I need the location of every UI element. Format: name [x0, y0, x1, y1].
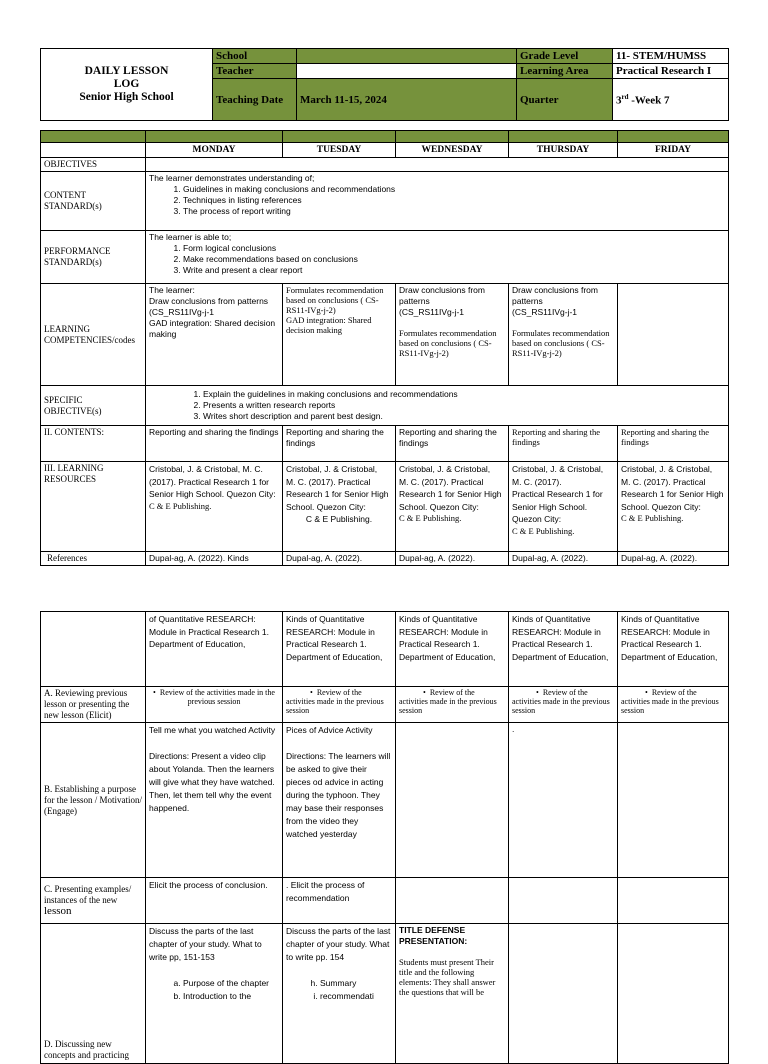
title-line1: DAILY LESSON	[84, 65, 169, 77]
contents-tuesday: Reporting and sharing the findings	[283, 426, 396, 462]
teacher-value	[297, 64, 517, 79]
references-cont-wednesday: Kinds of Quantitative RESEARCH: Module in Practical Research 1. Department of Education,	[396, 612, 509, 687]
presenting-examples-label: C. Presenting examples/ instances of the new lesson	[41, 878, 146, 924]
resources-thursday: Cristobal, J. & Cristobal, M. C. (2017). Practical Research 1 for Senior High School. Quezon City: C & E Publishing.	[509, 462, 618, 552]
review-tuesday: • Review of the activities made in the previous session	[283, 687, 396, 723]
engage-thursday: .	[509, 723, 618, 878]
references-cont-friday: Kinds of Quantitative RESEARCH: Module in Practical Research 1. Department of Education,	[618, 612, 729, 687]
daily-lesson-log-title	[41, 49, 213, 121]
area-label: Learning Area	[517, 64, 613, 79]
references-friday: Dupal-ag, A. (2022).	[618, 552, 729, 566]
competency-monday: The learner: Draw conclusions from patterns (CS_RS11IVg-j-1 GAD integration: Shared decision making	[146, 284, 283, 386]
list-item: 3. Write and present a clear report	[183, 265, 725, 276]
bullet-icon: •	[645, 688, 648, 697]
references-monday: Dupal-ag, A. (2022). Kinds	[146, 552, 283, 566]
bullet-icon: •	[423, 688, 426, 697]
references-cont-thursday: Kinds of Quantitative RESEARCH: Module in Practical Research 1. Department of Education,	[509, 612, 618, 687]
header-table	[40, 48, 729, 121]
days-header-row	[41, 143, 729, 158]
engage-friday	[618, 723, 729, 878]
references-tuesday: Dupal-ag, A. (2022).	[283, 552, 396, 566]
contents-friday: Reporting and sharing the findings	[618, 426, 729, 462]
grade-value: 11- STEM/HUMSS	[613, 49, 729, 64]
engage-tuesday: Pices of Advice Activity Directions: The learners will be asked to give their pieces od advice in acting during the typhoon. They may base their responses from the video they watched yesterday	[283, 723, 396, 878]
school-label: School	[213, 49, 297, 64]
performance-standard-intro: The learner is able to;	[149, 232, 232, 242]
references-cont-monday: of Quantitative RESEARCH: Module in Practical Research 1. Department of Education,	[146, 612, 283, 687]
discussing-friday	[618, 924, 729, 1064]
list-item: 1. Explain the guidelines in making conclusions and recommendations	[203, 389, 725, 400]
review-wednesday: • Review of the activities made in the previous session	[396, 687, 509, 723]
resources-wednesday: Cristobal, J. & Cristobal, M. C. (2017). Practical Research 1 for Senior High School. Quezon City: C & E Publishing.	[396, 462, 509, 552]
lesson-table-continued	[40, 611, 729, 1064]
list-item: i. recommendati	[320, 990, 392, 1003]
list-item: 2. Techniques in listing references	[183, 195, 725, 206]
day-friday: FRIDAY	[618, 143, 729, 158]
teacher-label: Teacher	[213, 64, 297, 79]
title-line3: Senior High School	[79, 91, 174, 103]
review-monday: • Review of the activities made in the previous session	[146, 687, 283, 723]
list-item: 1. Guidelines in making conclusions and recommendations	[183, 184, 725, 195]
discussing-concepts-label: D. Discussing new concepts and practicing	[41, 924, 146, 1064]
list-item: 2. Make recommendations based on conclusions	[183, 254, 725, 265]
list-item: b. Introduction to the	[183, 990, 279, 1003]
day-monday: MONDAY	[146, 143, 283, 158]
examples-tuesday: . Elicit the process of recommendation	[283, 878, 396, 924]
discussing-wednesday: TITLE DEFENSE PRESENTATION: Students must present Their title and the following elements: They shall answer the questions that will be	[396, 924, 509, 1064]
teaching-date-value: March 11-15, 2024	[297, 79, 517, 121]
bullet-icon: •	[536, 688, 539, 697]
title-line2: LOG	[113, 78, 140, 90]
contents-wednesday: Reporting and sharing the findings	[396, 426, 509, 462]
day-tuesday: TUESDAY	[283, 143, 396, 158]
performance-standard-cell	[146, 231, 729, 284]
day-thursday: THURSDAY	[509, 143, 618, 158]
list-item: 3. The process of report writing	[183, 206, 725, 217]
resources-tuesday: Cristobal, J. & Cristobal, M. C. (2017). Practical Research 1 for Senior High School. Quezon City: C & E Publishing.	[283, 462, 396, 552]
competency-friday	[618, 284, 729, 386]
learning-competencies-label: LEARNING COMPETENCIES/codes	[41, 284, 146, 386]
lesson-table	[40, 130, 729, 566]
list-item: 3. Writes short description and parent best design.	[203, 411, 725, 422]
green-band	[41, 131, 729, 143]
list-item: 1. Form logical conclusions	[183, 243, 725, 254]
contents-thursday: Reporting and sharing the findings	[509, 426, 618, 462]
bullet-icon: •	[153, 688, 156, 697]
references-wednesday: Dupal-ag, A. (2022).	[396, 552, 509, 566]
discussing-tuesday: Discuss the parts of the last chapter of your study. What to write pp. 154 h. Summary i. recommendati	[283, 924, 396, 1064]
area-value: Practical Research I	[613, 64, 729, 79]
content-standard-list	[149, 184, 725, 217]
grade-label: Grade Level	[517, 49, 613, 64]
establishing-purpose-label: B. Establishing a purpose for the lesson / Motivation/ (Engage)	[41, 723, 146, 878]
competency-wednesday: Draw conclusions from patterns (CS_RS11IVg-j-1 Formulates recommendation based on conclusions ( CS-RS11-IVg-j-2)	[396, 284, 509, 386]
reviewing-lesson-label: A. Reviewing previous lesson or presenting the new lesson (Elicit)	[41, 687, 146, 723]
bullet-icon: •	[310, 688, 313, 697]
content-standard-label: CONTENT STANDARD(s)	[41, 172, 146, 231]
competency-thursday: Draw conclusions from patterns (CS_RS11IVg-j-1 Formulates recommendation based on conclusions ( CS-RS11-IVg-j-2)	[509, 284, 618, 386]
examples-monday: Elicit the process of conclusion.	[146, 878, 283, 924]
examples-friday	[618, 878, 729, 924]
review-thursday: • Review of the activities made in the previous session	[509, 687, 618, 723]
contents-monday: Reporting and sharing the findings	[146, 426, 283, 462]
list-item: h. Summary	[320, 977, 392, 990]
resources-friday: Cristobal, J. & Cristobal, M. C. (2017). Practical Research 1 for Senior High School. Quezon City: C & E Publishing.	[618, 462, 729, 552]
quarter-value: 3rd -Week 7	[613, 79, 729, 121]
contents-label: II. CONTENTS:	[41, 426, 146, 462]
discussing-monday-list	[149, 977, 279, 1003]
discussing-monday: Discuss the parts of the last chapter of your study. What to write pp, 151-153 a. Purpose of the chapter b. Introduction to the	[146, 924, 283, 1064]
list-item: 2. Presents a written research reports	[203, 400, 725, 411]
specific-objective-cell	[146, 386, 729, 426]
discussing-thursday	[509, 924, 618, 1064]
examples-thursday	[509, 878, 618, 924]
review-friday: • Review of the activities made in the previous session	[618, 687, 729, 723]
list-item: a. Purpose of the chapter	[183, 977, 279, 990]
quarter-label: Quarter	[517, 79, 613, 121]
specific-objective-list	[149, 389, 725, 422]
engage-monday: Tell me what you watched Activity Directions: Present a video clip about Yolanda. Then the learners will give what they have watched. Then, let them tell why the event happened.	[146, 723, 283, 878]
day-wednesday: WEDNESDAY	[396, 143, 509, 158]
references-thursday: Dupal-ag, A. (2022).	[509, 552, 618, 566]
performance-standard-label: PERFORMANCE STANDARD(s)	[41, 231, 146, 284]
objectives-label: OBJECTIVES	[41, 158, 146, 172]
discussing-tuesday-list	[286, 977, 392, 1003]
resources-monday: Cristobal, J. & Cristobal, M. C. (2017). Practical Research 1 for Senior High School. Quezon City: C & E Publishing.	[146, 462, 283, 552]
performance-standard-list	[149, 243, 725, 276]
teaching-date-label: Teaching Date	[213, 79, 297, 121]
learning-resources-label: III. LEARNING RESOURCES	[41, 462, 146, 552]
content-standard-cell	[146, 172, 729, 231]
engage-wednesday	[396, 723, 509, 878]
competency-tuesday: Formulates recommendation based on conclusions ( CS-RS11-IVg-j-2) GAD integration: Shared decision making	[283, 284, 396, 386]
examples-wednesday	[396, 878, 509, 924]
school-value	[297, 49, 517, 64]
references-label: References	[41, 552, 146, 566]
references-cont-tuesday: Kinds of Quantitative RESEARCH: Module in Practical Research 1. Department of Education,	[283, 612, 396, 687]
content-standard-intro: The learner demonstrates understanding of;	[149, 173, 315, 183]
specific-objective-label: SPECIFIC OBJECTIVE(s)	[41, 386, 146, 426]
